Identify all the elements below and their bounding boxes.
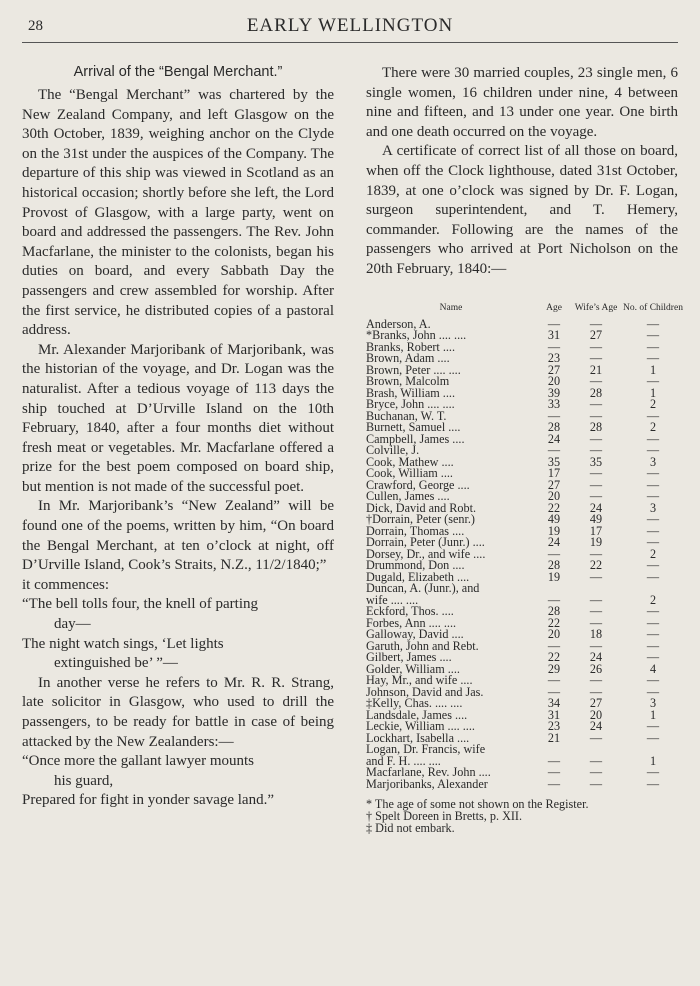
passenger-wifes-age: 19 [589,535,603,550]
passenger-children: — [646,339,660,354]
passenger-wifes-age: 24 [589,500,603,515]
passenger-children: 1 [649,362,657,377]
passenger-age: — [547,339,561,354]
passenger-children: 2 [649,592,657,607]
passenger-name: Brown, Malcolm [366,374,450,389]
left-column [22,64,334,811]
passenger-name: Dorsey, Dr., and wife .... [366,546,486,561]
passenger-name: Hay, Mr., and wife .... [366,673,473,688]
passenger-children: — [646,627,660,642]
passenger-wifes-age: 22 [589,558,603,573]
passenger-wifes-age: 17 [589,523,603,538]
paragraph: In Mr. Marjoribank’s “New Zealand” will be found one of the poems, written by him, “On board the Bengal Merchant, at ten o’clock at night, off D’Urville Island, Cook’s Straits, N.Z., 11/2/1840;” [22,498,334,574]
verse-line: day— [54,616,91,633]
passenger-wifes-age: — [589,466,603,481]
passenger-wifes-age: 21 [589,362,603,377]
passenger-children: — [646,569,660,584]
passenger-age: 22 [547,615,561,630]
passenger-name: Branks, Robert .... [366,339,456,354]
passenger-age: — [547,673,561,688]
passenger-children: — [646,765,660,780]
passenger-name: Johnson, David and Jas. [366,684,484,699]
passenger-name: Brown, Peter .... .... [366,362,461,377]
passenger-wifes-age: 18 [589,627,603,642]
header-rule [22,42,678,43]
passenger-age: 34 [547,696,561,711]
passenger-wifes-age: — [589,569,603,584]
passenger-children: — [646,466,660,481]
passenger-wifes-age: — [589,776,603,791]
passenger-children: 2 [649,546,657,561]
passenger-name: Anderson, A. [366,316,431,331]
passenger-name: Logan, Dr. Francis, wife [366,742,486,757]
running-title: EARLY WELLINGTON [246,15,454,36]
col-header-children: No. of Children [623,302,683,313]
passenger-age: — [547,408,561,423]
passenger-name: Dorrain, Thomas .... [366,523,465,538]
passenger-name: Macfarlane, Rev. John .... [366,765,491,780]
passenger-age: 29 [547,661,561,676]
passenger-wifes-age: 27 [589,328,603,343]
passenger-name: Dick, David and Robt. [366,500,477,515]
footnote: * The age of some not shown on the Register. [366,797,589,812]
passenger-wifes-age: — [589,443,603,458]
passenger-age: — [547,546,561,561]
passenger-children: — [646,730,660,745]
article-heading: Arrival of the “Bengal Merchant.” [73,64,283,80]
passenger-age: 27 [547,362,561,377]
passenger-age: 24 [547,431,561,446]
paragraph: There were 30 married couples, 23 single men, 6 single women, 16 children under nine, 4 between nine and fifteen, and 13 under one year. One birth and one death occurred on the voyage. [366,65,678,140]
passenger-wifes-age: 24 [589,650,603,665]
passenger-name: Cook, Mathew .... [366,454,454,469]
verse-line: “The bell tolls four, the knell of parting [22,596,259,613]
passenger-age: 20 [547,627,561,642]
passenger-children: — [646,719,660,734]
passenger-age: 22 [547,650,561,665]
passenger-name: Forbes, Ann .... .... [366,615,457,630]
passenger-name: Cullen, James .... [366,489,450,504]
passenger-wifes-age: — [589,408,603,423]
paragraph: A certificate of correct list of all those on board, when off the Clock lighthouse, dated 31st October, 1839, at one o’clock was signed by Dr. F. Logan, surgeon superintendent, and T. Hemery, commander. Following are the names of the passengers who arrived at Port Nicholson on the 20th February, 1840:— [366,143,678,277]
passenger-name: Cook, William .... [366,466,453,481]
passenger-name: Leckie, William .... .... [366,719,475,734]
passenger-age: 19 [547,523,561,538]
passenger-wifes-age: — [589,615,603,630]
passenger-children: — [646,316,660,331]
passenger-age: 35 [547,454,561,469]
passenger-name: ‡Kelly, Chas. .... .... [366,696,463,711]
passenger-name: Brash, William .... [366,385,455,400]
passenger-wifes-age: 35 [589,454,603,469]
passenger-wifes-age: — [589,374,603,389]
passenger-children: — [646,328,660,343]
passenger-wifes-age: — [589,673,603,688]
passenger-children: 1 [649,753,657,768]
passenger-wifes-age: — [589,684,603,699]
passenger-wifes-age: 28 [589,385,603,400]
passenger-age: — [547,753,561,768]
passenger-wifes-age: 26 [589,661,603,676]
passenger-children: — [646,374,660,389]
passenger-age: 20 [547,489,561,504]
passenger-name: Dorrain, Peter (Junr.) .... [366,535,485,550]
passenger-name: *Branks, John .... .... [366,328,467,343]
verse-line: The night watch sings, ‘Let lights [22,635,224,652]
passenger-age: 27 [547,477,561,492]
passenger-age: 22 [547,500,561,515]
passenger-wifes-age: — [589,477,603,492]
passenger-wifes-age: 49 [589,512,603,527]
passenger-age: 23 [547,351,561,366]
passenger-age: 31 [547,328,561,343]
passenger-age: 19 [547,569,561,584]
passenger-children: — [646,477,660,492]
passenger-wifes-age: — [589,431,603,446]
passenger-age: — [547,776,561,791]
passenger-children: — [646,512,660,527]
footnote: ‡ Did not embark. [366,821,455,836]
passenger-wifes-age: 27 [589,696,603,711]
passenger-name: Marjoribanks, Alexander [366,776,488,791]
col-header-name: Name [439,302,463,313]
passenger-name: wife .... .... [366,592,419,607]
passenger-children: — [646,489,660,504]
passenger-age: — [547,592,561,607]
passenger-children: 2 [649,420,657,435]
passenger-age: 17 [547,466,561,481]
passenger-children: 3 [649,696,657,711]
passenger-age: 49 [547,512,561,527]
passenger-wifes-age: 24 [589,719,603,734]
passenger-wifes-age: — [589,397,603,412]
passenger-wifes-age: — [589,316,603,331]
verse-line: “Once more the gallant lawyer mounts [22,753,255,770]
passenger-age: 21 [547,730,561,745]
passenger-age: 31 [547,707,561,722]
passenger-children: 2 [649,397,657,412]
passenger-name: Dugald, Elizabeth .... [366,569,470,584]
table-row [366,779,686,791]
passenger-name: Bryce, John .... .... [366,397,455,412]
passenger-age: — [547,684,561,699]
passenger-wifes-age: — [589,592,603,607]
passenger-wifes-age: — [589,351,603,366]
passenger-children: — [646,638,660,653]
passenger-wifes-age: — [589,753,603,768]
passenger-name: Garuth, John and Rebt. [366,638,479,653]
passenger-children: — [646,650,660,665]
col-header-wifes-age: Wife’s Age [574,302,618,313]
passenger-name: Eckford, Thos. .... [366,604,454,619]
passenger-name: Burnett, Samuel .... [366,420,461,435]
passenger-age: — [547,638,561,653]
passenger-children: 1 [649,707,657,722]
col-header-age: Age [546,302,562,313]
right-column [366,64,683,836]
passenger-wifes-age: — [589,730,603,745]
passenger-children: 3 [649,454,657,469]
passenger-wifes-age: — [589,339,603,354]
passenger-children: — [646,443,660,458]
passenger-name: Galloway, David .... [366,627,464,642]
passenger-name: Brown, Adam .... [366,351,450,366]
passenger-children: — [646,615,660,630]
passenger-children: — [646,408,660,423]
paragraph: Mr. Alexander Marjoribank of Marjoribank, was the historian of the voyage, and Dr. Logan was the naturalist. After a tedious voyage of 113 days the ship touched at D’Urville Island on the 10th February, 1840, after a four months diet without fresh meat or vegetables. Mr. Macfarlane offered a prize for the best poem composed on board ship, but mention is not made of the successful poet. [22,341,334,495]
passenger-children: — [646,523,660,538]
passenger-name: Drummond, Don .... [366,558,465,573]
passenger-children: — [646,558,660,573]
passenger-wifes-age: — [589,638,603,653]
passenger-children: — [646,684,660,699]
passenger-wifes-age: — [589,546,603,561]
passenger-age: 28 [547,558,561,573]
passenger-wifes-age: — [589,765,603,780]
passenger-age: 33 [547,397,561,412]
passenger-table [366,302,686,791]
passenger-age: — [547,765,561,780]
passenger-name: Crawford, George .... [366,477,470,492]
passenger-age: — [547,443,561,458]
passenger-name: Duncan, A. (Junr.), and [366,581,480,596]
passenger-age: 24 [547,535,561,550]
passenger-wifes-age: 28 [589,420,603,435]
passenger-wifes-age: 20 [589,707,603,722]
passenger-children: — [646,431,660,446]
passenger-children: 1 [649,385,657,400]
page-number: 28 [28,18,43,34]
passenger-name: Gilbert, James .... [366,650,452,665]
paragraph: The “Bengal Merchant” was chartered by the New Zealand Company, and left Glasgow on the 30th October, 1839, weighing anchor on the Clyde on the 31st under the auspices of the Company. The departure of this ship was viewed in Scotland as an historical occasion; shortly before she left, the Lord Provost of Glasgow, with a large party, went on board and addressed the passengers. The Rev. John Macfarlane, the minister to the colonists, began his duties on board, and every Sabbath Day the passengers and crew assembled for worship. After the first service, he distributed copies of a pastoral address. [22,87,334,339]
passenger-name: Lockhart, Isabella .... [366,730,470,745]
passenger-children: — [646,351,660,366]
passenger-age: 28 [547,604,561,619]
paragraph: it commences: [22,576,110,593]
passenger-age: 28 [547,420,561,435]
passenger-name: and F. H. .... .... [366,753,441,768]
passenger-children: 4 [649,661,657,676]
passenger-children: — [646,673,660,688]
passenger-age: 20 [547,374,561,389]
paragraph: In another verse he refers to Mr. R. R. Strang, late solicitor in Glasgow, who used to drill the passengers, to be ready for battle in case of being attacked by the New Zealanders:— [22,674,334,750]
passenger-children: — [646,535,660,550]
passenger-name: Campbell, James .... [366,431,465,446]
verse-line: his guard, [54,772,114,789]
verse-line: Prepared for fight in yonder savage land.” [22,792,274,809]
passenger-name: Golder, William .... [366,661,460,676]
passenger-age: 39 [547,385,561,400]
passenger-age: — [547,316,561,331]
footnotes [366,798,678,834]
passenger-age: 23 [547,719,561,734]
passenger-name: Buchanan, W. T. [366,408,447,423]
verse-line: extinguished be’ ”— [54,655,178,672]
passenger-children: 3 [649,500,657,515]
passenger-name: †Dorrain, Peter (senr.) [366,512,475,527]
passenger-wifes-age: — [589,489,603,504]
passenger-name: Landsdale, James .... [366,707,468,722]
passenger-children: — [646,604,660,619]
passenger-children: — [646,776,660,791]
passenger-wifes-age: — [589,604,603,619]
footnote: † Spelt Doreen in Bretts, p. XII. [366,809,523,824]
passenger-name: Colville, J. [366,443,420,458]
